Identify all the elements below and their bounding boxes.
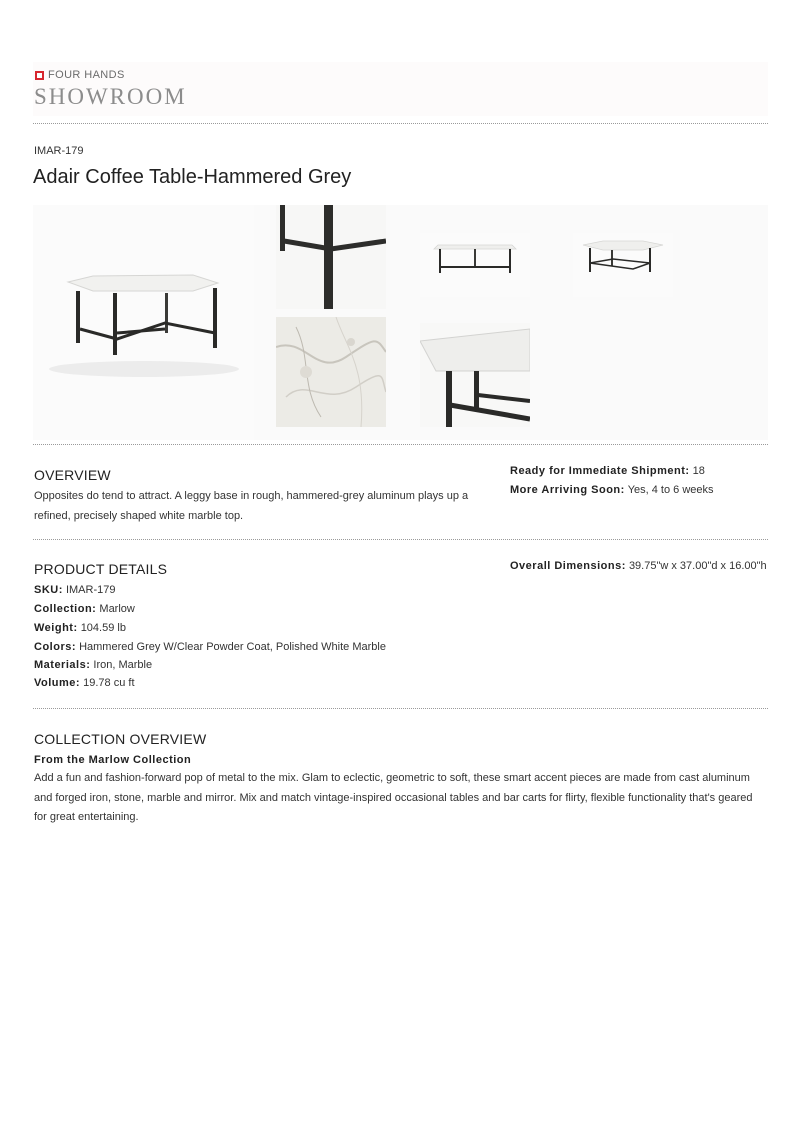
collection-line-2: and forged iron, stone, marble and mirror. Mix and match vintage-inspired occasional tables and bar carts for flirty, flexible functionality that's geared [34, 791, 753, 804]
overall-dimensions [510, 560, 767, 572]
table-angle-image [33, 205, 254, 440]
detail-weight [34, 622, 126, 634]
gallery-image-top-edge [420, 323, 530, 427]
dimensions-label: Overall Dimensions: [510, 560, 626, 572]
overview-line-2: refined, precisely shaped white marble top. [34, 509, 244, 522]
detail-label: Collection: [34, 603, 97, 615]
image-gallery [33, 205, 768, 440]
detail-label: Materials: [34, 659, 91, 671]
arriving-soon [510, 484, 714, 496]
divider-gallery [33, 444, 768, 445]
detail-label: Volume: [34, 677, 81, 689]
arriving-soon-label: More Arriving Soon: [510, 484, 625, 496]
brand-subtitle: SHOWROOM [34, 84, 187, 109]
detail-value: 104.59 lb [80, 622, 126, 634]
detail-collection [34, 603, 135, 615]
detail-label: Weight: [34, 622, 78, 634]
detail-sku [34, 584, 115, 596]
detail-materials [34, 659, 152, 671]
overview-line-1: Opposites do tend to attract. A leggy base in rough, hammered-grey aluminum plays up a [34, 490, 469, 502]
detail-value: Iron, Marble [93, 659, 153, 671]
ready-shipment-value: 18 [692, 465, 705, 477]
divider-details [33, 708, 768, 709]
gallery-image-table-side [420, 233, 530, 297]
marble-closeup-image [276, 317, 386, 427]
collection-line-3: for great entertaining. [34, 811, 139, 823]
product-code: IMAR-179 [34, 145, 84, 157]
detail-value: IMAR-179 [65, 584, 116, 596]
divider-header [33, 123, 768, 124]
divider-overview [33, 539, 768, 540]
collection-line-1: Add a fun and fashion-forward pop of metal to the mix. Glam to eclectic, geometric to soft, these smart accent pieces are made from cast aluminum [34, 772, 750, 784]
overview-heading: OVERVIEW [34, 467, 111, 483]
detail-label: SKU: [34, 584, 63, 596]
detail-colors [34, 641, 386, 653]
detail-volume [34, 677, 135, 689]
detail-value: Hammered Grey W/Clear Powder Coat, Polished White Marble [79, 641, 386, 653]
ready-shipment-label: Ready for Immediate Shipment: [510, 465, 690, 477]
gallery-image-table-front [573, 233, 673, 297]
collection-subheading: From the Marlow Collection [34, 754, 192, 766]
brand-name: FOUR HANDS [48, 69, 125, 81]
details-heading: PRODUCT DETAILS [34, 561, 168, 577]
product-title: Adair Coffee Table-Hammered Grey [33, 166, 352, 188]
gallery-image-marble-closeup [276, 317, 386, 427]
gallery-image-leg-detail [276, 205, 386, 309]
overview-text [34, 487, 468, 526]
dimensions-value: 39.75"w x 37.00"d x 16.00"h [628, 560, 767, 572]
table-side-image [420, 233, 530, 297]
detail-label: Colors: [34, 641, 76, 653]
leg-detail-image [276, 205, 386, 309]
detail-value: 19.78 cu ft [83, 677, 135, 689]
ready-shipment [510, 465, 705, 477]
brand-square-icon [35, 71, 44, 80]
arriving-soon-value: Yes, 4 to 6 weeks [627, 484, 714, 496]
gallery-image-table-angle [33, 205, 254, 440]
table-front-image [573, 233, 673, 297]
top-edge-image [420, 323, 530, 427]
detail-value: Marlow [99, 603, 135, 615]
collection-heading: COLLECTION OVERVIEW [34, 731, 207, 747]
collection-text [34, 769, 752, 828]
brand-logo [35, 69, 125, 81]
